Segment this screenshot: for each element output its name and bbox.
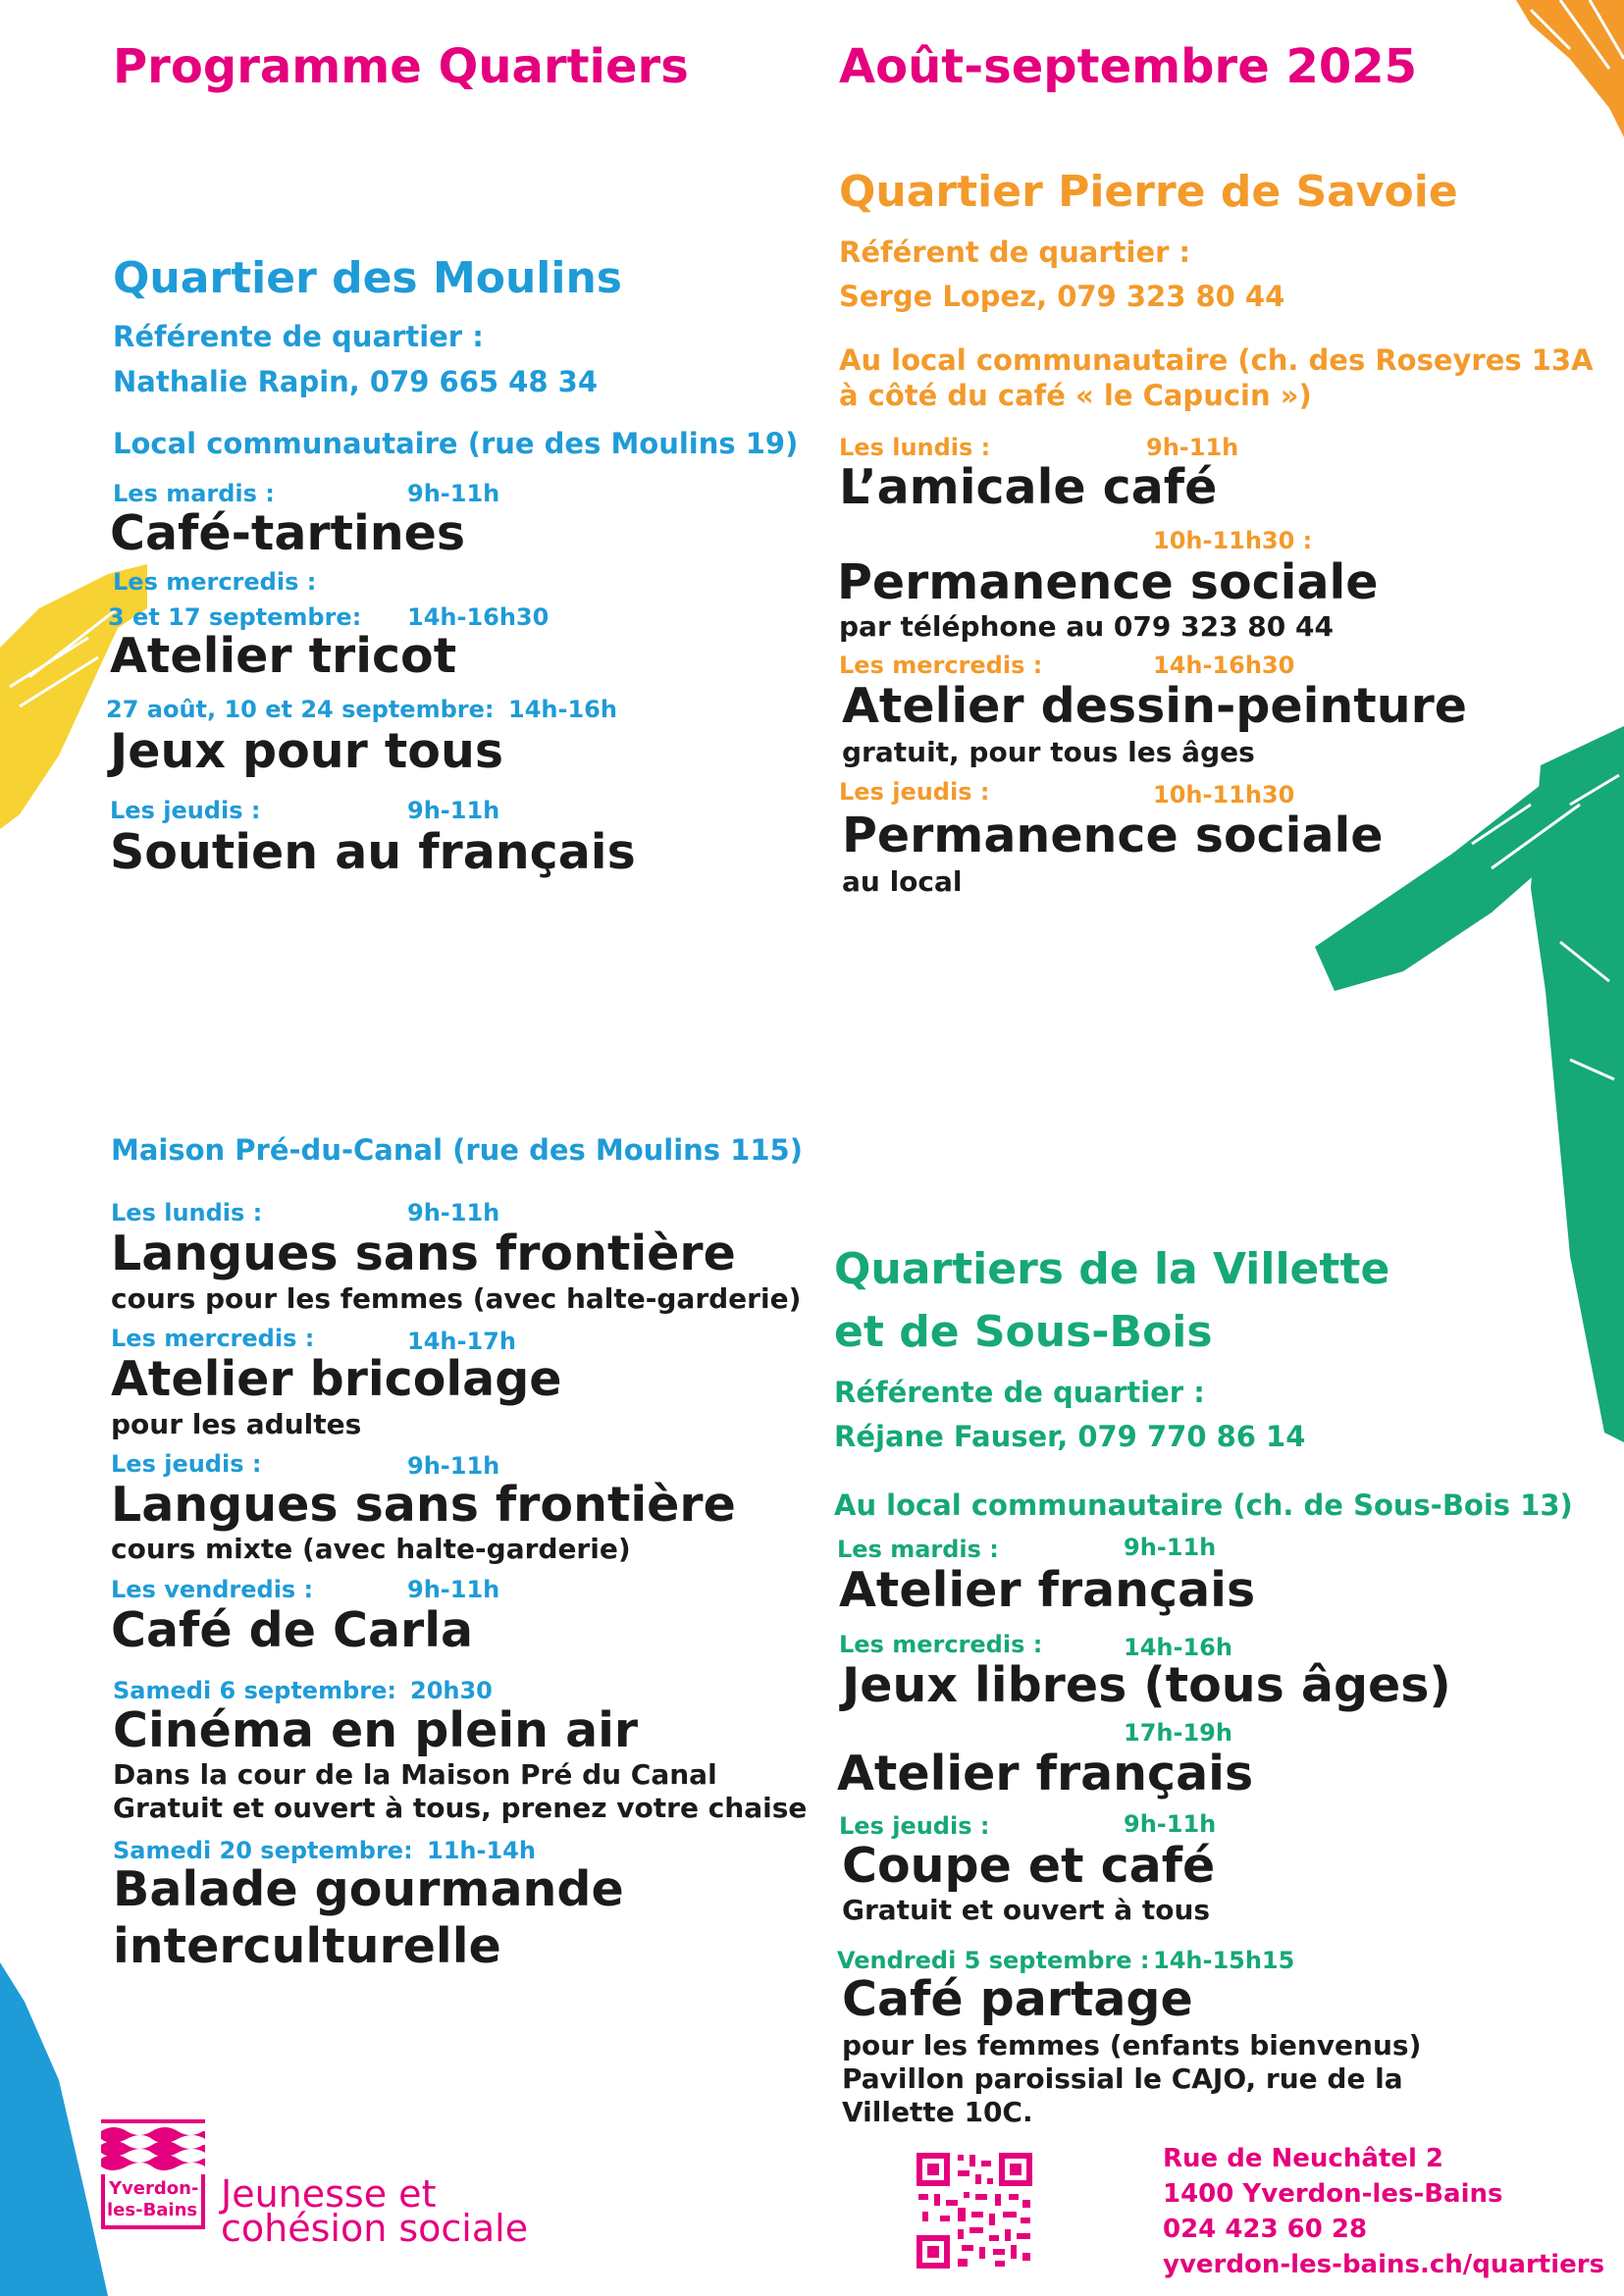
event-detail-2: Pavillon paroissial le CAJO, rue de la [842, 2062, 1403, 2095]
event-day: Les mardis : [113, 480, 275, 507]
event-title: L’amicale café [839, 459, 1218, 515]
event-time: 9h-11h [407, 1199, 500, 1226]
event-day: Les jeudis : [111, 1450, 262, 1478]
event-time: 11h-14h [427, 1837, 536, 1864]
event-time: 10h-11h30 [1153, 781, 1295, 809]
event-title: Permanence sociale [837, 554, 1379, 610]
event-day: Les lundis : [111, 1199, 263, 1226]
event-day: Samedi 20 septembre: [113, 1837, 413, 1864]
event-detail: au local [842, 865, 963, 898]
event-time: 14h-16h30 [1153, 652, 1295, 679]
location: Au local communautaire (ch. des Roseyres 13A [839, 343, 1594, 377]
referent-contact: Serge Lopez, 079 323 80 44 [839, 280, 1285, 313]
event-subday: 3 et 17 septembre: [108, 603, 362, 631]
referent-label: Référent de quartier : [839, 235, 1191, 269]
event-title: Café de Carla [111, 1602, 474, 1658]
period-title: Août-septembre 2025 [839, 39, 1418, 94]
event-time: 14h-16h [1124, 1634, 1232, 1661]
event-time: 17h-19h [1124, 1719, 1232, 1747]
event-time: 14h-17h [407, 1328, 516, 1355]
event-detail: Dans la cour de la Maison Pré du Canal [113, 1758, 717, 1791]
event-title: Langues sans frontière [111, 1226, 736, 1281]
event-detail: pour les femmes (enfants bienvenus) [842, 2029, 1422, 2061]
event-title: Permanence sociale [842, 808, 1384, 863]
location-line-2: à côté du café « le Capucin ») [839, 379, 1312, 412]
logo-text-line-2: les-Bains [107, 2200, 198, 2220]
event-title: Atelier dessin-peinture [842, 678, 1467, 734]
event-day: Vendredi 5 septembre : [837, 1947, 1150, 1974]
event-title: Café-tartines [110, 505, 466, 561]
event-day: Les mardis : [837, 1536, 999, 1563]
referent-label: Référente de quartier : [834, 1376, 1205, 1409]
qr-code-icon[interactable] [915, 2151, 1034, 2270]
section-title: Quartier Pierre de Savoie [839, 167, 1458, 217]
event-title: Atelier bricolage [111, 1351, 562, 1407]
department-name: Jeunesse et [221, 2172, 437, 2216]
website-link[interactable]: yverdon-les-bains.ch/quartiers [1163, 2250, 1605, 2279]
event-day: Samedi 6 septembre: [113, 1677, 396, 1704]
event-detail: pour les adultes [111, 1408, 362, 1440]
event-detail-2: Gratuit et ouvert à tous, prenez votre chaise [113, 1792, 808, 1824]
event-day: Les jeudis : [110, 797, 261, 824]
event-time: 9h-11h [1146, 434, 1239, 461]
event-day: Les lundis : [839, 434, 991, 461]
event-title: Cinéma en plein air [113, 1702, 639, 1758]
event-day: 27 août, 10 et 24 septembre: [106, 696, 495, 723]
page-title: Programme Quartiers [113, 39, 689, 94]
event-time: 10h-11h30 : [1153, 527, 1313, 554]
event-title: Atelier français [837, 1746, 1254, 1801]
event-title: Jeux libres (tous âges) [842, 1657, 1451, 1713]
event-time: 14h-16h30 [407, 603, 550, 631]
event-time: 9h-11h [407, 797, 500, 824]
section-title-line-2: et de Sous-Bois [834, 1307, 1213, 1357]
location: Local communautaire (rue des Moulins 19) [113, 427, 799, 460]
logo-text-line-1: Yverdon- [109, 2178, 199, 2199]
referent-contact: Nathalie Rapin, 079 665 48 34 [113, 365, 598, 398]
location: Maison Pré-du-Canal (rue des Moulins 115) [111, 1133, 803, 1167]
address-line-1: Rue de Neuchâtel 2 [1163, 2144, 1443, 2173]
event-title-line-2: interculturelle [113, 1918, 501, 1974]
event-detail-3: Villette 10C. [842, 2096, 1033, 2128]
event-day: Les mercredis : [113, 568, 317, 596]
event-detail: cours mixte (avec halte-garderie) [111, 1533, 631, 1565]
referent-contact: Réjane Fauser, 079 770 86 14 [834, 1420, 1306, 1453]
event-day: Les jeudis : [839, 778, 990, 806]
event-detail: gratuit, pour tous les âges [842, 736, 1255, 768]
blue-brush-stroke [0, 1962, 108, 2296]
event-title: Jeux pour tous [110, 723, 503, 779]
phone-number[interactable]: 024 423 60 28 [1163, 2215, 1368, 2244]
event-day: Les vendredis : [111, 1576, 314, 1603]
event-detail: par téléphone au 079 323 80 44 [839, 610, 1334, 643]
event-title: Atelier français [839, 1562, 1256, 1618]
event-title: Coupe et café [842, 1838, 1216, 1894]
event-detail: Gratuit et ouvert à tous [842, 1894, 1211, 1926]
event-title: Balade gourmande [113, 1861, 624, 1917]
event-title: Langues sans frontière [111, 1477, 736, 1533]
event-time: 9h-11h [1124, 1534, 1217, 1561]
event-day: Les mercredis : [839, 1631, 1043, 1658]
event-title: Atelier tricot [110, 628, 457, 684]
address-line-2: 1400 Yverdon-les-Bains [1163, 2179, 1503, 2209]
event-title: Soutien au français [110, 824, 636, 880]
event-time: 9h-11h [407, 1576, 500, 1603]
event-time: 9h-11h [1124, 1810, 1217, 1838]
section-title: Quartiers de la Villette [834, 1244, 1390, 1294]
city-logo [101, 2119, 205, 2229]
referent-label: Référente de quartier : [113, 320, 484, 353]
event-day: Les jeudis : [839, 1812, 990, 1840]
event-time: 9h-11h [407, 480, 500, 507]
event-time: 20h30 [410, 1677, 493, 1704]
event-title: Café partage [842, 1971, 1193, 2027]
event-day: Les mercredis : [111, 1325, 315, 1352]
event-detail: cours pour les femmes (avec halte-garderie) [111, 1282, 802, 1315]
event-day: Les mercredis : [839, 652, 1043, 679]
section-title: Quartier des Moulins [113, 253, 622, 303]
department-name-line-2: cohésion sociale [221, 2207, 529, 2250]
event-time: 9h-11h [407, 1452, 500, 1480]
event-time: 14h-15h15 [1153, 1947, 1295, 1974]
event-time: 14h-16h [508, 696, 617, 723]
location: Au local communautaire (ch. de Sous-Bois 13) [834, 1488, 1573, 1522]
